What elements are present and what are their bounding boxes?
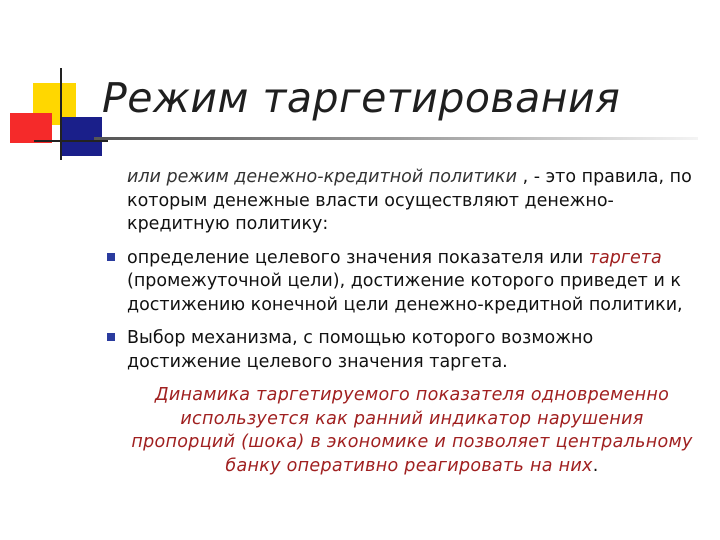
- bullet-term-target: таргета: [588, 247, 662, 268]
- bullet-item-target-value: [127, 247, 697, 318]
- intro-paragraph: [127, 166, 697, 237]
- emphasis-note: [127, 384, 697, 478]
- bullet-text-after: (промежуточной цели), достижение которого приведет и к достижению конечной цели денежно-кредитной политики,: [127, 271, 683, 315]
- decor-horizontal-line: [34, 140, 108, 142]
- decor-red-square: [10, 113, 52, 143]
- emphasis-note-text: Динамика таргетируемого показателя одновременно используется как ранний индикатор нарушения пропорций (шока) в экономике и позволяет центральному банку оперативно реагировать на них: [131, 385, 693, 476]
- slide-title: Режим таргетирования: [102, 74, 621, 122]
- bullet-item-mechanism: [127, 327, 697, 374]
- slide-body: [127, 166, 697, 478]
- decor-vertical-line: [60, 68, 62, 160]
- intro-text: , - это правила, по которым денежные власти осуществляют денежно-кредитную политику:: [127, 167, 692, 234]
- intro-term: или режим денежно-кредитной политики: [127, 167, 517, 187]
- emphasis-note-period: .: [592, 455, 599, 476]
- title-underline: [94, 137, 698, 140]
- bullet-text: Выбор механизма, с помощью которого возможно достижение целевого значения таргета.: [127, 328, 594, 372]
- square-bullet-icon: [107, 253, 115, 261]
- bullet-text-before: определение целевого значения показателя или: [127, 247, 589, 268]
- square-bullet-icon: [107, 333, 115, 341]
